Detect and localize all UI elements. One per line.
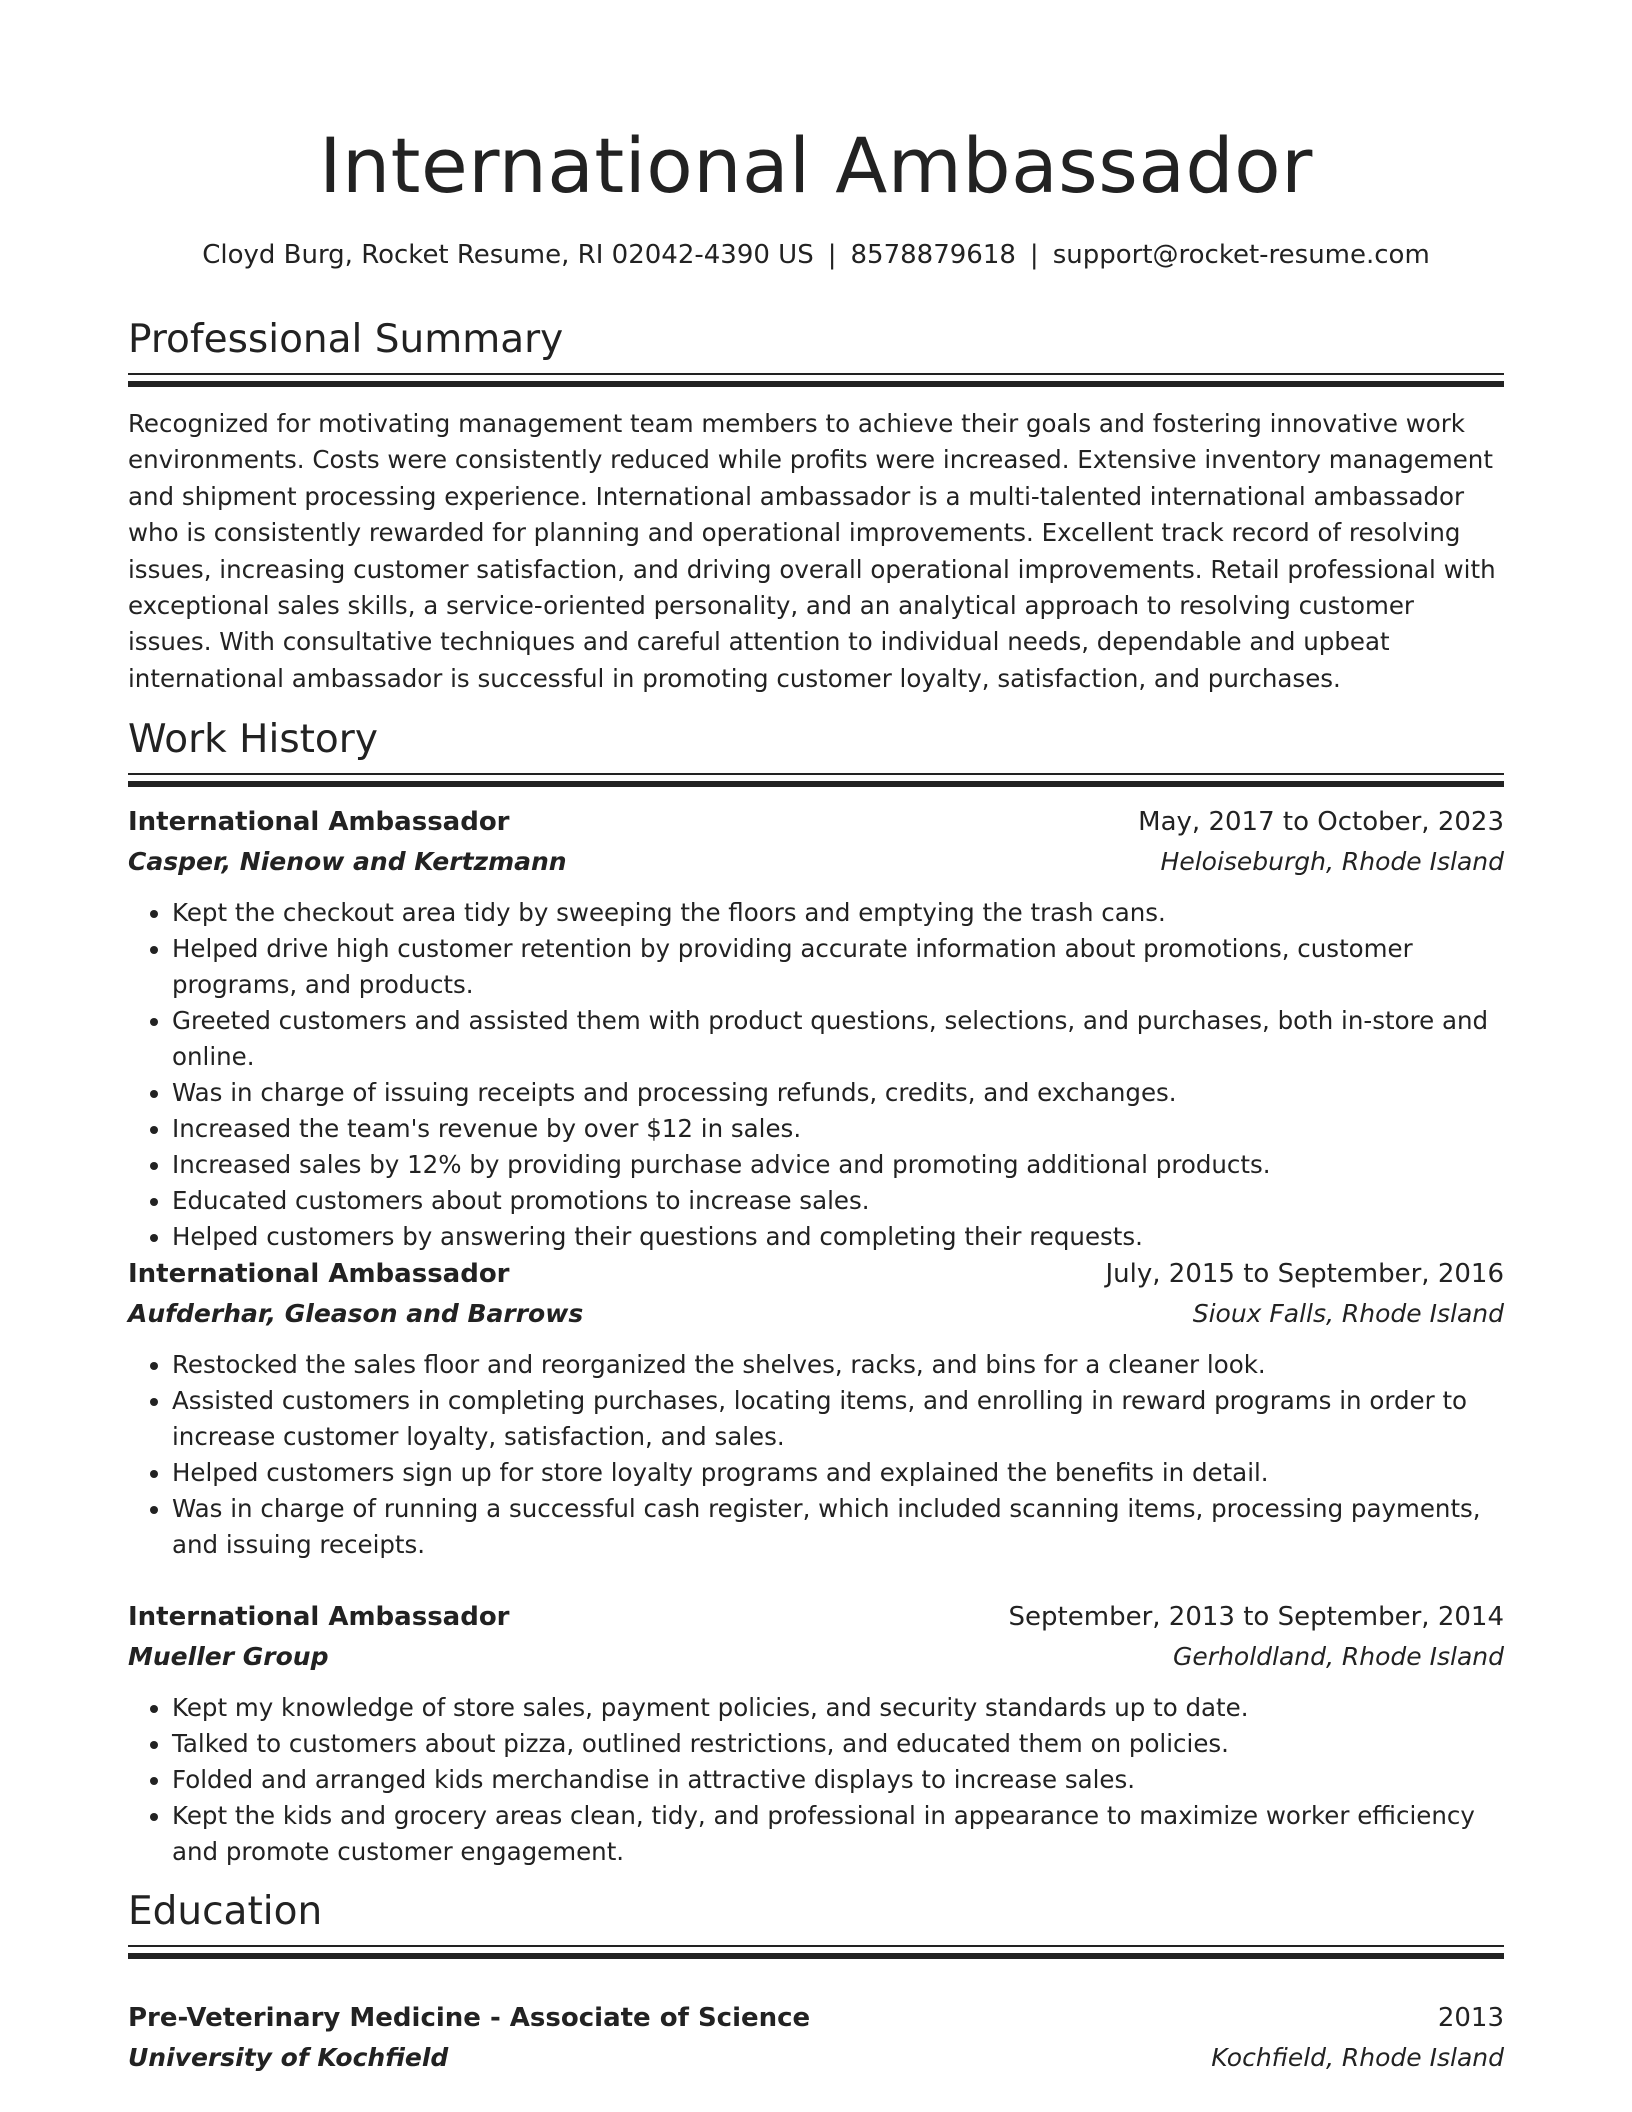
job-dates: September, 2013 to September, 2014 [1008,1602,1504,1632]
education-entry [128,1998,1504,2078]
job-location: Gerholdland, Rhode Island [1173,1642,1504,1671]
contact-separator: | [1029,240,1039,270]
education-location: Kochfield, Rhode Island [1211,2043,1504,2072]
job-dates: July, 2015 to September, 2016 [1105,1259,1504,1289]
bullet-item: • Was in charge of running a successful cash register, which included scanning items, processing payments, and issuing receipts. [172,1491,1504,1563]
bullet-item: • Assisted customers in completing purchases, locating items, and enrolling in reward programs in order to increase customer loyalty, satisfaction, and sales. [172,1383,1504,1455]
bullet-item: • Kept my knowledge of store sales, payment policies, and security standards up to date. [172,1690,1504,1726]
job-entry [128,802,1504,1255]
bullet-item: • Helped customers by answering their questions and completing their requests. [172,1219,1504,1255]
job-location: Heloiseburgh, Rhode Island [1160,847,1504,876]
section-heading-summary: Professional Summary [128,317,564,362]
section-heading-work: Work History [128,717,378,762]
job-company: Aufderhar, Gleason and Barrows [128,1299,584,1328]
bullet-item: • Folded and arranged kids merchandise in attractive displays to increase sales. [172,1762,1504,1798]
job-bullets [128,1347,1504,1563]
job-title: International Ambassador [128,807,510,837]
section-divider [128,773,1504,787]
section-divider [128,1945,1504,1959]
bullet-item: • Increased the team's revenue by over $12 in sales. [172,1111,1504,1147]
job-dates: May, 2017 to October, 2023 [1138,807,1504,837]
education-school: University of Kochfield [128,2043,449,2072]
bullet-item: • Kept the checkout area tidy by sweeping the floors and emptying the trash cans. [172,895,1504,931]
contact-separator: | [827,240,837,270]
job-bullets [128,895,1504,1255]
bullet-item: • Increased sales by 12% by providing purchase advice and promoting additional products. [172,1147,1504,1183]
education-degree: Pre-Veterinary Medicine - Associate of Science [128,2003,811,2033]
bullet-item: • Greeted customers and assisted them with product questions, selections, and purchases, both in-store and online. [172,1003,1504,1075]
bullet-item: • Was in charge of issuing receipts and processing refunds, credits, and exchanges. [172,1075,1504,1111]
bullet-item: • Helped drive high customer retention by providing accurate information about promotions, customer programs, and products. [172,931,1504,1003]
job-entry [128,1597,1504,1870]
job-bullets [128,1690,1504,1870]
job-company: Mueller Group [128,1642,329,1671]
section-divider [128,373,1504,387]
job-entry [128,1254,1504,1563]
bullet-item: • Talked to customers about pizza, outlined restrictions, and educated them on policies. [172,1726,1504,1762]
job-location: Sioux Falls, Rhode Island [1192,1299,1504,1328]
job-title: International Ambassador [128,1259,510,1289]
bullet-item: • Helped customers sign up for store loyalty programs and explained the benefits in detail. [172,1455,1504,1491]
resume-title: International Ambassador [319,121,1313,210]
job-title: International Ambassador [128,1602,510,1632]
contact-address: Cloyd Burg, Rocket Resume, RI 02042-4390 US [202,240,814,270]
contact-email[interactable]: support@rocket-resume.com [1052,240,1430,270]
job-company: Casper, Nienow and Kertzmann [128,847,567,876]
bullet-item: • Kept the kids and grocery areas clean, tidy, and professional in appearance to maximize worker efficiency and promote customer engagement. [172,1798,1504,1870]
summary-text: Recognized for motivating management team members to achieve their goals and fostering innovative work environments. Costs were consistently reduced while profits were increased. Extensive inventory management and shipment processing experience. International ambassador is a multi-talented international ambassador who is consistently rewarded for planning and operational improvements. Excellent track record of resolving issues, increasing customer satisfaction, and driving overall operational improvements. Retail professional with exceptional sales skills, a service-oriented personality, and an analytical approach to resolving customer issues. With consultative techniques and careful attention to individual needs, dependable and upbeat international ambassador is successful in promoting customer loyalty, satisfaction, and purchases. [128,409,1496,693]
bullet-item: • Educated customers about promotions to increase sales. [172,1183,1504,1219]
education-year: 2013 [1437,2003,1504,2033]
contact-phone: 8578879618 [850,240,1016,270]
section-heading-education: Education [128,1889,323,1934]
bullet-item: • Restocked the sales floor and reorganized the shelves, racks, and bins for a cleaner look. [172,1347,1504,1383]
contact-line [0,237,1632,273]
